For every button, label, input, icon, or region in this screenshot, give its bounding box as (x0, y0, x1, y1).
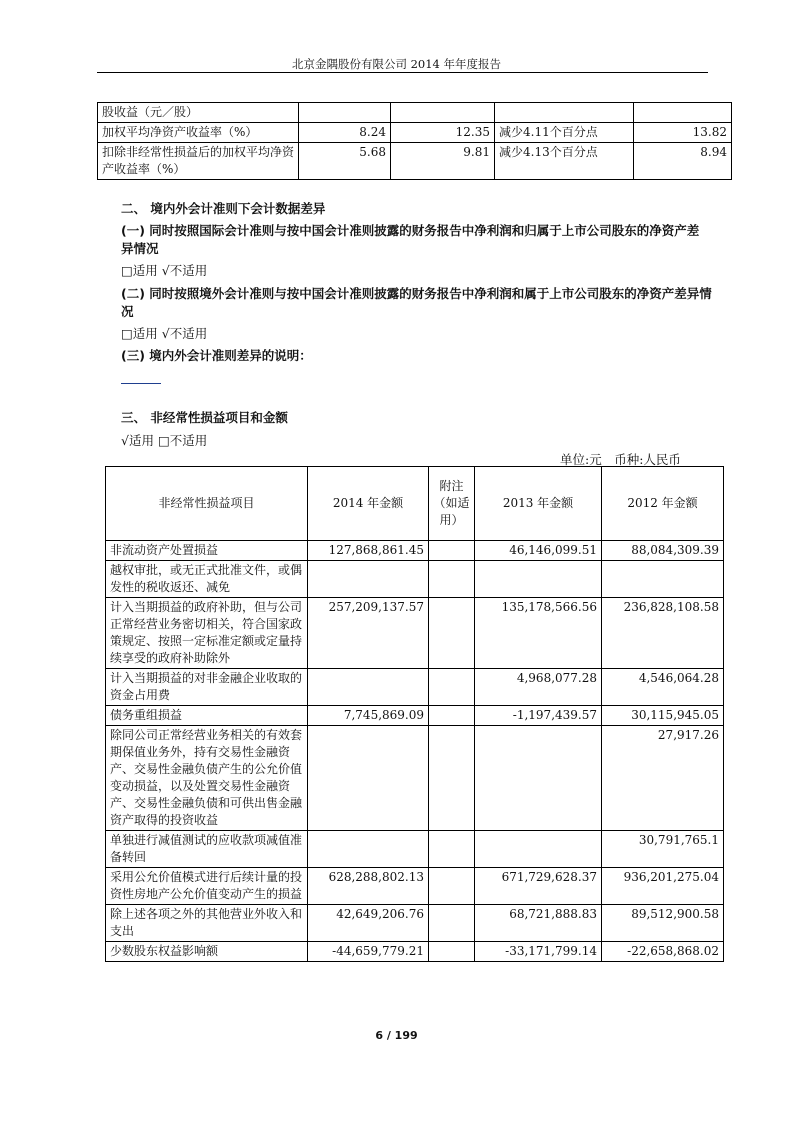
table-row (106, 868, 724, 905)
page-number: 6 / 199 (375, 1029, 418, 1042)
item-label: 债务重组损益 (106, 706, 308, 726)
value-2014: 5.68 (299, 143, 391, 180)
value-2012: -22,658,868.02 (602, 942, 724, 962)
item-label: 采用公允价值模式进行后续计量的投资性房地产公允价值变动产生的损益 (106, 868, 308, 905)
value-2012: 30,791,765.1 (602, 831, 724, 868)
note-cell (429, 561, 475, 598)
table-row (106, 726, 724, 831)
section-3-title: 三、 非经常性损益项目和金额 (121, 410, 288, 425)
change-text: 减少4.11个百分点 (495, 123, 634, 143)
note-cell (429, 868, 475, 905)
note-cell (429, 726, 475, 831)
item-label: 计入当期损益的政府补助，但与公司正常经营业务密切相关，符合国家政策规定、按照一定标准定额或定量持续享受的政府补助除外 (106, 598, 308, 669)
table-row (106, 942, 724, 962)
value-2013: -1,197,439.57 (475, 706, 602, 726)
note-cell (429, 905, 475, 942)
value-2013: 135,178,566.56 (475, 598, 602, 669)
section-2-sub1-title: (一) 同时按照国际会计准则与按中国会计准则披露的财务报告中净利润和归属于上市公司股东的净资产差异情况 (121, 223, 700, 256)
table-row (106, 905, 724, 942)
value-2014 (299, 103, 391, 123)
value-2013: 12.35 (391, 123, 495, 143)
value-2013 (391, 103, 495, 123)
unit-label: 单位:元 币种:人民币 (560, 452, 681, 467)
note-cell (429, 669, 475, 706)
value-2012: 30,115,945.05 (602, 706, 724, 726)
header-2012: 2012 年金额 (602, 467, 724, 541)
value-2013 (475, 831, 602, 868)
table-row (98, 103, 732, 123)
section-2-title: 二、 境内外会计准则下会计数据差异 (121, 201, 326, 216)
value-2013: 68,721,888.83 (475, 905, 602, 942)
note-cell (429, 541, 475, 561)
value-2013: 46,146,099.51 (475, 541, 602, 561)
value-2014 (308, 726, 429, 831)
value-2014: 7,745,869.09 (308, 706, 429, 726)
item-label: 计入当期损益的对非金融企业收取的资金占用费 (106, 669, 308, 706)
value-2014 (308, 561, 429, 598)
table-row (106, 598, 724, 669)
value-2013: -33,171,799.14 (475, 942, 602, 962)
table-header-row (106, 467, 724, 541)
value-2014: 42,649,206.76 (308, 905, 429, 942)
key-indicators-table (97, 102, 732, 180)
header-2014: 2014 年金额 (308, 467, 429, 541)
value-2012: 936,201,275.04 (602, 868, 724, 905)
table-row (98, 143, 732, 180)
value-2012: 236,828,108.58 (602, 598, 724, 669)
note-cell (429, 831, 475, 868)
table-row (106, 669, 724, 706)
section-2-sub3-title: (三) 境内外会计准则差异的说明： (121, 348, 312, 363)
value-2014 (308, 831, 429, 868)
value-2012: 89,512,900.58 (602, 905, 724, 942)
section-2-sub2-choice: □适用 √不适用 (121, 326, 208, 341)
table-row (106, 541, 724, 561)
value-2012: 88,084,309.39 (602, 541, 724, 561)
section-3-choice: √适用 □不适用 (121, 433, 208, 448)
header-item: 非经常性损益项目 (106, 467, 308, 541)
header-rule (97, 72, 708, 73)
note-cell (429, 598, 475, 669)
value-2014: 127,868,861.45 (308, 541, 429, 561)
item-label: 除同公司正常经营业务相关的有效套期保值业务外，持有交易性金融资产、交易性金融负债产生的公允价值变动损益，以及处置交易性金融资产、交易性金融负债和可供出售金融资产取得的投资收益 (106, 726, 308, 831)
header-note: 附注（如适用） (429, 467, 475, 541)
value-2012: 27,917.26 (602, 726, 724, 831)
table-row (106, 831, 724, 868)
value-2014: 8.24 (299, 123, 391, 143)
item-label: 单独进行减值测试的应收款项减值准备转回 (106, 831, 308, 868)
table-row (106, 561, 724, 598)
value-2012: 13.82 (634, 123, 732, 143)
row-label: 扣除非经常性损益后的加权平均净资产收益率（%） (98, 143, 299, 180)
value-2013 (475, 726, 602, 831)
value-2013: 671,729,628.37 (475, 868, 602, 905)
row-label: 股收益（元／股） (98, 103, 299, 123)
note-cell (429, 706, 475, 726)
value-2014 (308, 669, 429, 706)
table-row (106, 706, 724, 726)
blank-placeholder-line (121, 383, 161, 384)
change-text: 减少4.13个百分点 (495, 143, 634, 180)
value-2012 (602, 561, 724, 598)
note-cell (429, 942, 475, 962)
value-2012: 4,546,064.28 (602, 669, 724, 706)
header-2013: 2013 年金额 (475, 467, 602, 541)
non-recurring-items-table (105, 466, 724, 962)
change-text (495, 103, 634, 123)
section-2-sub2-title: (二) 同时按照境外会计准则与按中国会计准则披露的财务报告中净利润和属于上市公司股东的净资产差异情况 (121, 286, 712, 319)
section-2-sub1-choice: □适用 √不适用 (121, 263, 208, 278)
row-label: 加权平均净资产收益率（%） (98, 123, 299, 143)
value-2014: 257,209,137.57 (308, 598, 429, 669)
value-2014: -44,659,779.21 (308, 942, 429, 962)
item-label: 越权审批，或无正式批准文件，或偶发性的税收返还、减免 (106, 561, 308, 598)
item-label: 除上述各项之外的其他营业外收入和支出 (106, 905, 308, 942)
page-header: 北京金隅股份有限公司 2014 年年度报告 (291, 57, 502, 71)
value-2013: 9.81 (391, 143, 495, 180)
value-2013: 4,968,077.28 (475, 669, 602, 706)
table-row (98, 123, 732, 143)
item-label: 少数股东权益影响额 (106, 942, 308, 962)
value-2013 (475, 561, 602, 598)
item-label: 非流动资产处置损益 (106, 541, 308, 561)
value-2012: 8.94 (634, 143, 732, 180)
value-2012 (634, 103, 732, 123)
value-2014: 628,288,802.13 (308, 868, 429, 905)
